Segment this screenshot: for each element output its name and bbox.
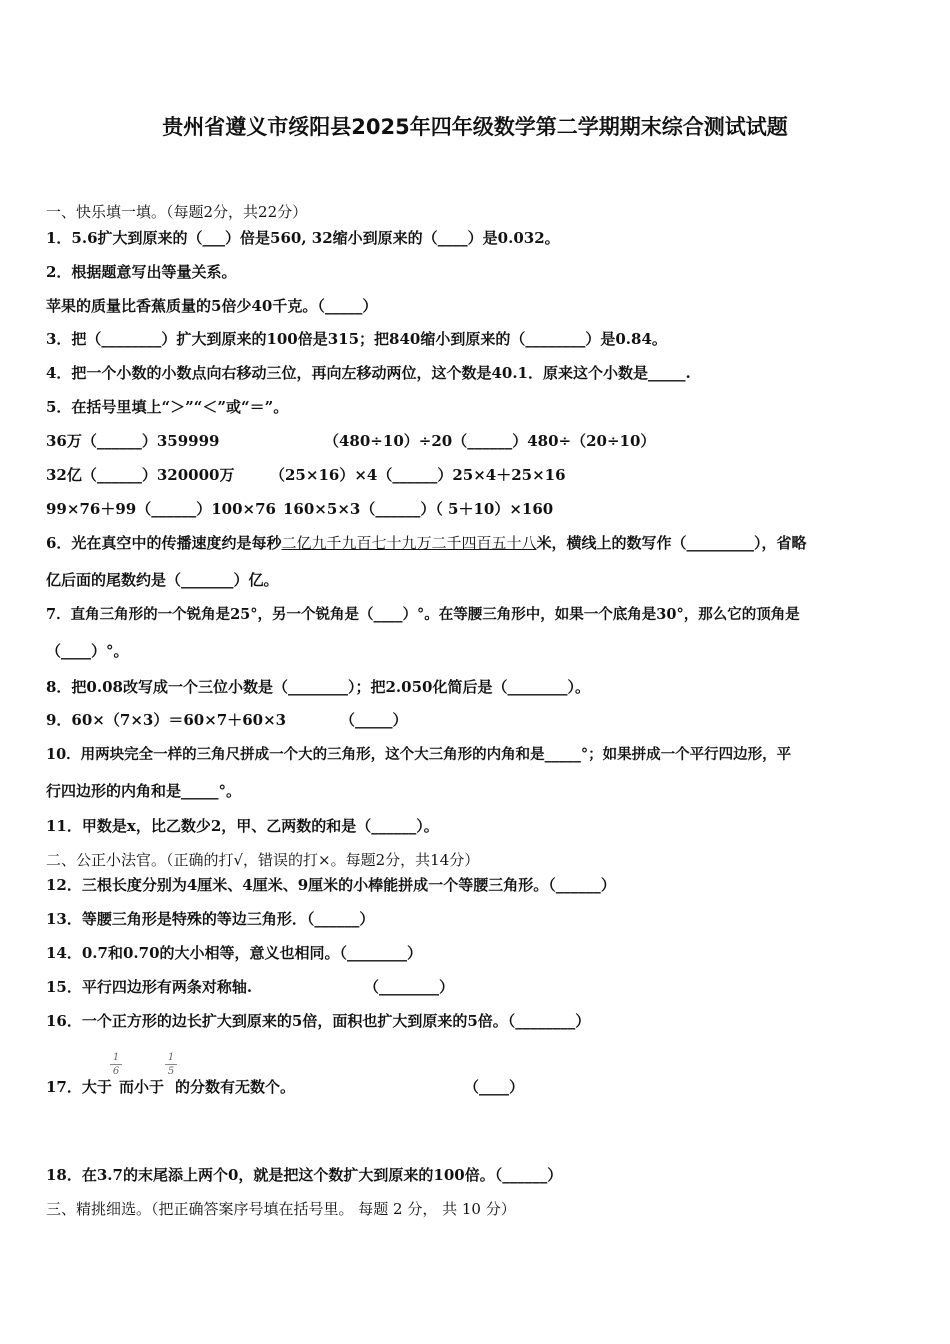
- question-16: 16．一个正方形的边长扩大到原来的5倍，面积也扩大到原来的5倍。（________）: [46, 1012, 591, 1030]
- section-3-heading: 三、精挑细选。（把正确答案序号填在括号里。 每题 2 分， 共 10 分）: [46, 1200, 516, 1218]
- question-15-answer-blank: （________）: [364, 978, 455, 996]
- fraction-denominator: 5: [167, 1066, 175, 1077]
- question-9-answer-blank: （_____）: [340, 711, 408, 729]
- question-6-line-2: 亿后面的尾数约是（_______）亿。: [46, 571, 279, 589]
- question-13: 13．等腰三角形是特殊的等边三角形．（______）: [46, 910, 375, 928]
- question-17-text-2: 而小于: [119, 1078, 165, 1096]
- fraction-denominator: 6: [112, 1066, 120, 1077]
- question-15-text: 15．平行四边形有两条对称轴.: [46, 978, 253, 996]
- question-1: 1．5.6扩大到原来的（___）倍是560, 32缩小到原来的（____）是0.032。: [46, 229, 560, 247]
- question-9-expression: 9．60×（7×3）＝60×7＋60×3: [46, 711, 287, 729]
- question-2-prompt: 2．根据题意写出等量关系。: [46, 263, 237, 281]
- question-5-item-4: （25×16）×4（______）25×4＋25×16: [270, 466, 566, 484]
- question-17-text-3: 的分数有无数个。: [175, 1078, 296, 1096]
- question-17-text-1: 17．大于: [46, 1078, 112, 1096]
- question-5-item-2: （480÷10）÷20（______）480÷（20÷10）: [324, 432, 656, 450]
- question-3: 3．把（________）扩大到原来的100倍是315；把840缩小到原来的（________）是0.84。: [46, 330, 667, 348]
- page-title: 贵州省遵义市绥阳县2025年四年级数学第二学期期末综合测试试题: [162, 115, 788, 139]
- question-7-line-1: 7．直角三角形的一个锐角是25°，另一个锐角是（____）°。在等腰三角形中，如果一个底角是30°，那么它的顶角是: [46, 606, 800, 623]
- question-5-item-3: 32亿（______）320000万: [46, 466, 235, 484]
- question-7-line-2: （____）°。: [46, 642, 129, 660]
- fraction-one-sixth: [110, 1052, 122, 1077]
- fraction-one-fifth: [165, 1052, 177, 1077]
- question-2-body: 苹果的质量比香蕉质量的5倍少40千克。（_____）: [46, 297, 378, 315]
- question-10-line-2: 行四边形的内角和是_____°。: [46, 782, 242, 800]
- question-6-text-pre: 6．光在真空中的传播速度约是每秒: [46, 534, 282, 552]
- fraction-numerator: 1: [167, 1052, 175, 1063]
- question-17-answer-blank: （____）: [464, 1078, 525, 1096]
- question-11: 11．甲数是x，比乙数少2，甲、乙两数的和是（______）。: [46, 817, 439, 835]
- fraction-numerator: 1: [112, 1052, 120, 1063]
- question-12: 12．三根长度分别为4厘米、4厘米、9厘米的小棒能拼成一个等腰三角形。（______）: [46, 876, 616, 894]
- question-6-underlined-number: 二亿九千九百七十九万二千四百五十八: [281, 534, 537, 552]
- question-10-line-1: 10．用两块完全一样的三角尺拼成一个大的三角形，这个大三角形的内角和是_____°；如果拼成一个平行四边形，平: [46, 746, 792, 763]
- question-5-item-5: 99×76＋99（______）100×76: [46, 500, 276, 518]
- section-2-heading: 二、公正小法官。（正确的打√，错误的打×。每题2分，共14分）: [46, 851, 480, 869]
- question-5-item-6: 160×5×3（______）（ 5＋10）×160: [283, 500, 554, 518]
- question-6-line-1: [46, 533, 806, 553]
- question-5-item-1: 36万（______）359999: [46, 432, 220, 450]
- question-4: 4．把一个小数的小数点向右移动三位，再向左移动两位，这个数是40.1．原来这个小数是_____.: [46, 364, 691, 382]
- question-18: 18．在3.7的末尾添上两个0，就是把这个数扩大到原来的100倍。（______）: [46, 1166, 563, 1184]
- question-8: 8．把0.08改写成一个三位小数是（________）；把2.050化简后是（________）。: [46, 678, 590, 696]
- question-5-prompt: 5．在括号里填上“＞”“＜”或“＝”。: [46, 398, 289, 416]
- question-14: 14．0.7和0.70的大小相等，意义也相同。（________）: [46, 944, 423, 962]
- question-6-text-post: 米，横线上的数写作（_________），省略: [536, 534, 807, 552]
- section-1-heading: 一、快乐填一填。（每题2分，共22分）: [46, 203, 308, 221]
